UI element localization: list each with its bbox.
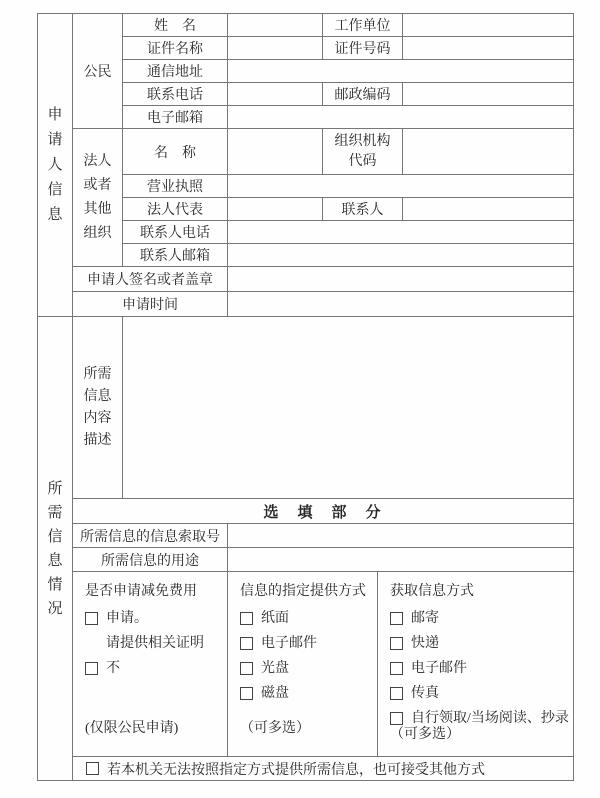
delivery-method-footnote: （可多选） <box>240 721 310 736</box>
fee-option-apply[interactable] <box>85 611 223 626</box>
id-number-value-cell[interactable] <box>403 37 574 60</box>
contact-phone-value-cell[interactable] <box>228 221 574 244</box>
checkbox-icon[interactable] <box>85 612 98 625</box>
phone-label: 联系电话 <box>123 83 228 106</box>
applicant-section-label: 申请人信息 <box>38 14 73 317</box>
id-type-value-cell[interactable] <box>228 37 323 60</box>
postal-code-label: 邮政编码 <box>323 83 403 106</box>
checkbox-icon[interactable] <box>85 662 98 675</box>
index-number-value-cell[interactable] <box>228 524 574 548</box>
organization-group-label: 法人或者其他组织 <box>73 129 123 267</box>
delivery-option-disk[interactable]: 磁盘 <box>240 686 373 701</box>
contact-phone-label: 联系人电话 <box>123 221 228 244</box>
legal-rep-label: 法人代表 <box>123 198 228 221</box>
delivery-option-paper[interactable]: 纸面 <box>240 611 373 626</box>
description-label: 所需信息内容描述 <box>73 317 123 499</box>
checkbox-icon[interactable] <box>390 712 403 725</box>
application-form-table <box>37 13 574 781</box>
id-number-label: 证件号码 <box>323 37 403 60</box>
obtain-option-express[interactable]: 快递 <box>390 636 569 651</box>
signature-value-cell[interactable] <box>228 267 574 292</box>
checkbox-icon[interactable] <box>240 612 253 625</box>
fee-option-no-label: 不 <box>106 661 120 676</box>
id-type-label: 证件名称 <box>123 37 228 60</box>
other-method-note: 若本机关无法按照指定方式提供所需信息，也可接受其他方式 <box>107 762 485 778</box>
work-unit-label: 工作单位 <box>323 14 403 37</box>
purpose-label: 所需信息的用途 <box>73 548 228 572</box>
org-name-value-cell[interactable] <box>228 129 323 175</box>
obtain-method-footnote: （可多选） <box>390 727 460 742</box>
org-code-value-cell[interactable] <box>403 129 574 175</box>
email-value-cell[interactable] <box>228 106 574 129</box>
delivery-method-title: 信息的指定提供方式 <box>240 584 366 599</box>
optional-section-header: 选 填 部 分 <box>73 499 574 524</box>
checkbox-icon[interactable] <box>86 762 99 775</box>
checkbox-icon[interactable] <box>390 687 403 700</box>
org-code-label: 组织机构代码 <box>323 129 403 175</box>
delivery-option-cd[interactable]: 光盘 <box>240 661 373 676</box>
email-label: 电子邮箱 <box>123 106 228 129</box>
phone-value-cell[interactable] <box>228 83 323 106</box>
obtain-method-cell <box>378 572 574 757</box>
obtain-method-title: 获取信息方式 <box>390 584 474 599</box>
contact-email-label: 联系人邮箱 <box>123 244 228 267</box>
purpose-value-cell[interactable] <box>228 548 574 572</box>
checkbox-icon[interactable] <box>240 687 253 700</box>
name-value-cell[interactable] <box>228 14 323 37</box>
name-label: 姓 名 <box>123 14 228 37</box>
work-unit-value-cell[interactable] <box>403 14 574 37</box>
apply-date-label: 申请时间 <box>73 292 228 317</box>
citizen-group-label: 公民 <box>73 14 123 129</box>
checkbox-icon[interactable] <box>390 637 403 650</box>
delivery-method-cell <box>228 572 378 757</box>
fee-option-apply-label: 申请。 <box>106 611 148 626</box>
fee-waiver-cell <box>73 572 228 757</box>
fee-option-no[interactable] <box>85 661 223 676</box>
contact-person-label: 联系人 <box>323 198 403 221</box>
info-section-label: 所需信息情况 <box>38 317 73 781</box>
contact-person-value-cell[interactable] <box>403 198 574 221</box>
business-license-label: 营业执照 <box>123 175 228 198</box>
org-name-label: 名 称 <box>123 129 228 175</box>
checkbox-icon[interactable] <box>390 612 403 625</box>
fee-apply-note: 请提供相关证明 <box>106 636 204 651</box>
checkbox-icon[interactable] <box>240 662 253 675</box>
postal-code-value-cell[interactable] <box>403 83 574 106</box>
business-license-value-cell[interactable] <box>228 175 574 198</box>
obtain-option-self-pickup[interactable]: 自行领取/当场阅读、抄录 <box>390 711 569 726</box>
address-value-cell[interactable] <box>228 60 574 83</box>
description-value-cell[interactable] <box>123 317 574 499</box>
other-method-option[interactable] <box>73 759 573 779</box>
obtain-option-fax[interactable]: 传真 <box>390 686 569 701</box>
checkbox-icon[interactable] <box>240 637 253 650</box>
contact-email-value-cell[interactable] <box>228 244 574 267</box>
index-number-label: 所需信息的信息索取号 <box>73 524 228 548</box>
other-method-row <box>73 757 574 781</box>
legal-rep-value-cell[interactable] <box>228 198 323 221</box>
address-label: 通信地址 <box>123 60 228 83</box>
obtain-option-email[interactable]: 电子邮件 <box>390 661 569 676</box>
fee-waiver-title: 是否申请减免费用 <box>85 584 197 599</box>
delivery-option-email[interactable]: 电子邮件 <box>240 636 373 651</box>
apply-date-value-cell[interactable] <box>228 292 574 317</box>
checkbox-icon[interactable] <box>390 662 403 675</box>
obtain-option-mail[interactable]: 邮寄 <box>390 611 569 626</box>
fee-waiver-footnote: (仅限公民申请) <box>85 721 179 736</box>
signature-label: 申请人签名或者盖章 <box>73 267 228 292</box>
